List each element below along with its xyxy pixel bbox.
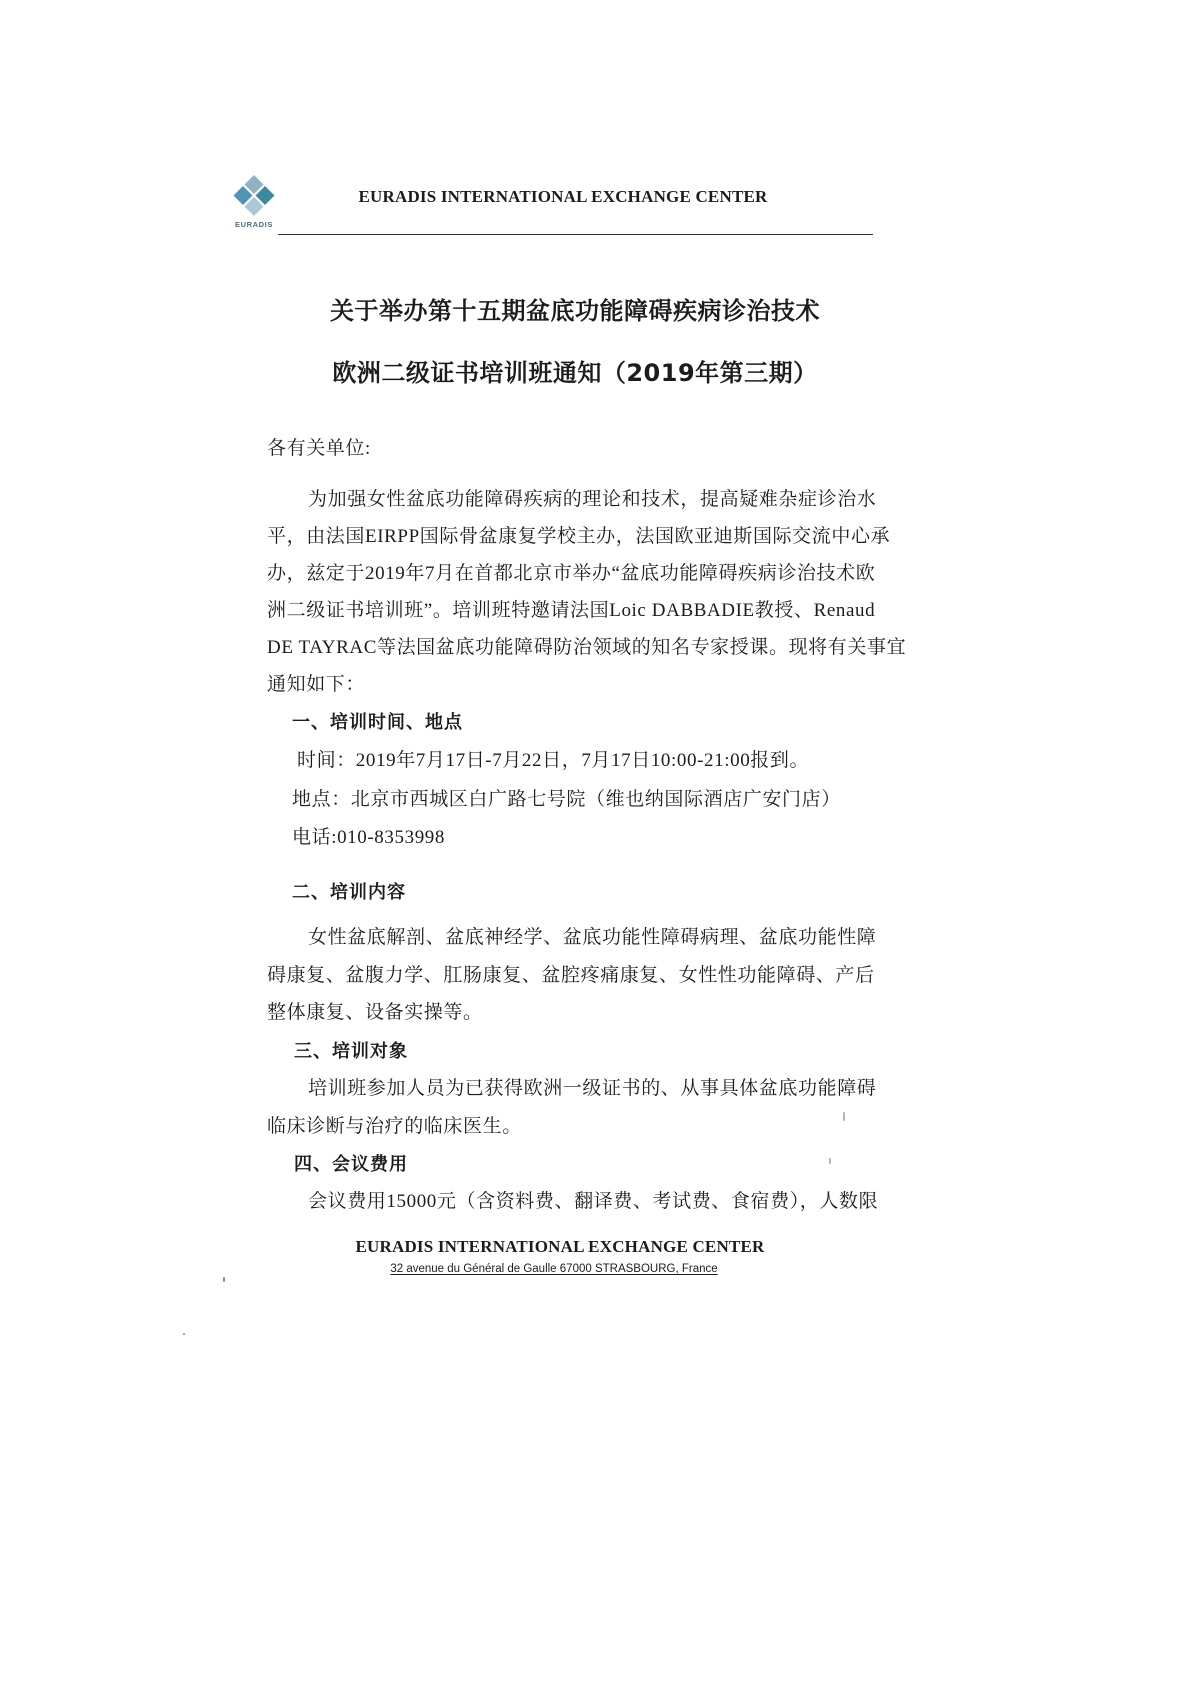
section-heading-content: 二、培训内容 — [292, 882, 406, 903]
logo-diamonds-icon — [231, 174, 277, 218]
training-time: 时间：2019年7月17日-7月22日，7月17日10:00-21:00报到。 — [297, 750, 810, 771]
scan-speck — [183, 1333, 185, 1335]
intro-line: DE TAYRAC等法国盆底功能障碍防治领域的知名专家授课。现将有关事宜 — [267, 637, 907, 658]
document-title-line-1: 关于举办第十五期盆底功能障碍疾病诊治技术 — [330, 297, 820, 325]
scan-speck — [843, 1112, 845, 1121]
intro-line: 为加强女性盆底功能障碍疾病的理论和技术，提高疑难杂症诊治水 — [308, 489, 877, 510]
euradis-logo — [229, 174, 279, 234]
document-title-line-2: 欧洲二级证书培训班通知（2019年第三期） — [332, 359, 818, 387]
intro-line: 通知如下： — [267, 674, 366, 695]
audience-line: 临床诊断与治疗的临床医生。 — [267, 1116, 522, 1137]
header-divider — [278, 234, 873, 235]
section-heading-time-location: 一、培训时间、地点 — [292, 712, 463, 733]
section-heading-fees: 四、会议费用 — [294, 1154, 408, 1175]
intro-line: 办，兹定于2019年7月在首都北京市举办“盆底功能障碍疾病诊治技术欧 — [267, 563, 876, 584]
content-line: 碍康复、盆腹力学、肛肠康复、盆腔疼痛康复、女性性功能障碍、产后 — [267, 965, 875, 986]
footer-org-name: EURADIS INTERNATIONAL EXCHANGE CENTER — [355, 1237, 765, 1256]
scan-speck — [829, 1158, 831, 1164]
section-heading-audience: 三、培训对象 — [294, 1041, 408, 1062]
header-org-name: EURADIS INTERNATIONAL EXCHANGE CENTER — [358, 187, 768, 206]
intro-line: 平，由法国EIRPP国际骨盆康复学校主办，法国欧亚迪斯国际交流中心承 — [267, 526, 891, 547]
content-line: 整体康复、设备实操等。 — [267, 1002, 483, 1023]
fees-line: 会议费用15000元（含资料费、翻译费、考试费、食宿费），人数限 — [308, 1191, 879, 1212]
training-location: 地点：北京市西城区白广路七号院（维也纳国际酒店广安门店） — [292, 789, 841, 810]
content-line: 女性盆底解剖、盆底神经学、盆底功能性障碍病理、盆底功能性障 — [308, 927, 877, 948]
scan-speck — [223, 1277, 225, 1282]
audience-line: 培训班参加人员为已获得欧洲一级证书的、从事具体盆底功能障碍 — [308, 1078, 877, 1099]
salutation: 各有关单位: — [267, 438, 371, 459]
contact-phone: 电话:010-8353998 — [292, 827, 446, 848]
logo-wordmark: EURADIS — [235, 220, 273, 229]
footer-address: 32 avenue du Général de Gaulle 67000 STRASBOURG, France — [390, 1263, 718, 1275]
intro-line: 洲二级证书培训班”。培训班特邀请法国Loic DABBADIE教授、Renaud — [267, 600, 876, 621]
